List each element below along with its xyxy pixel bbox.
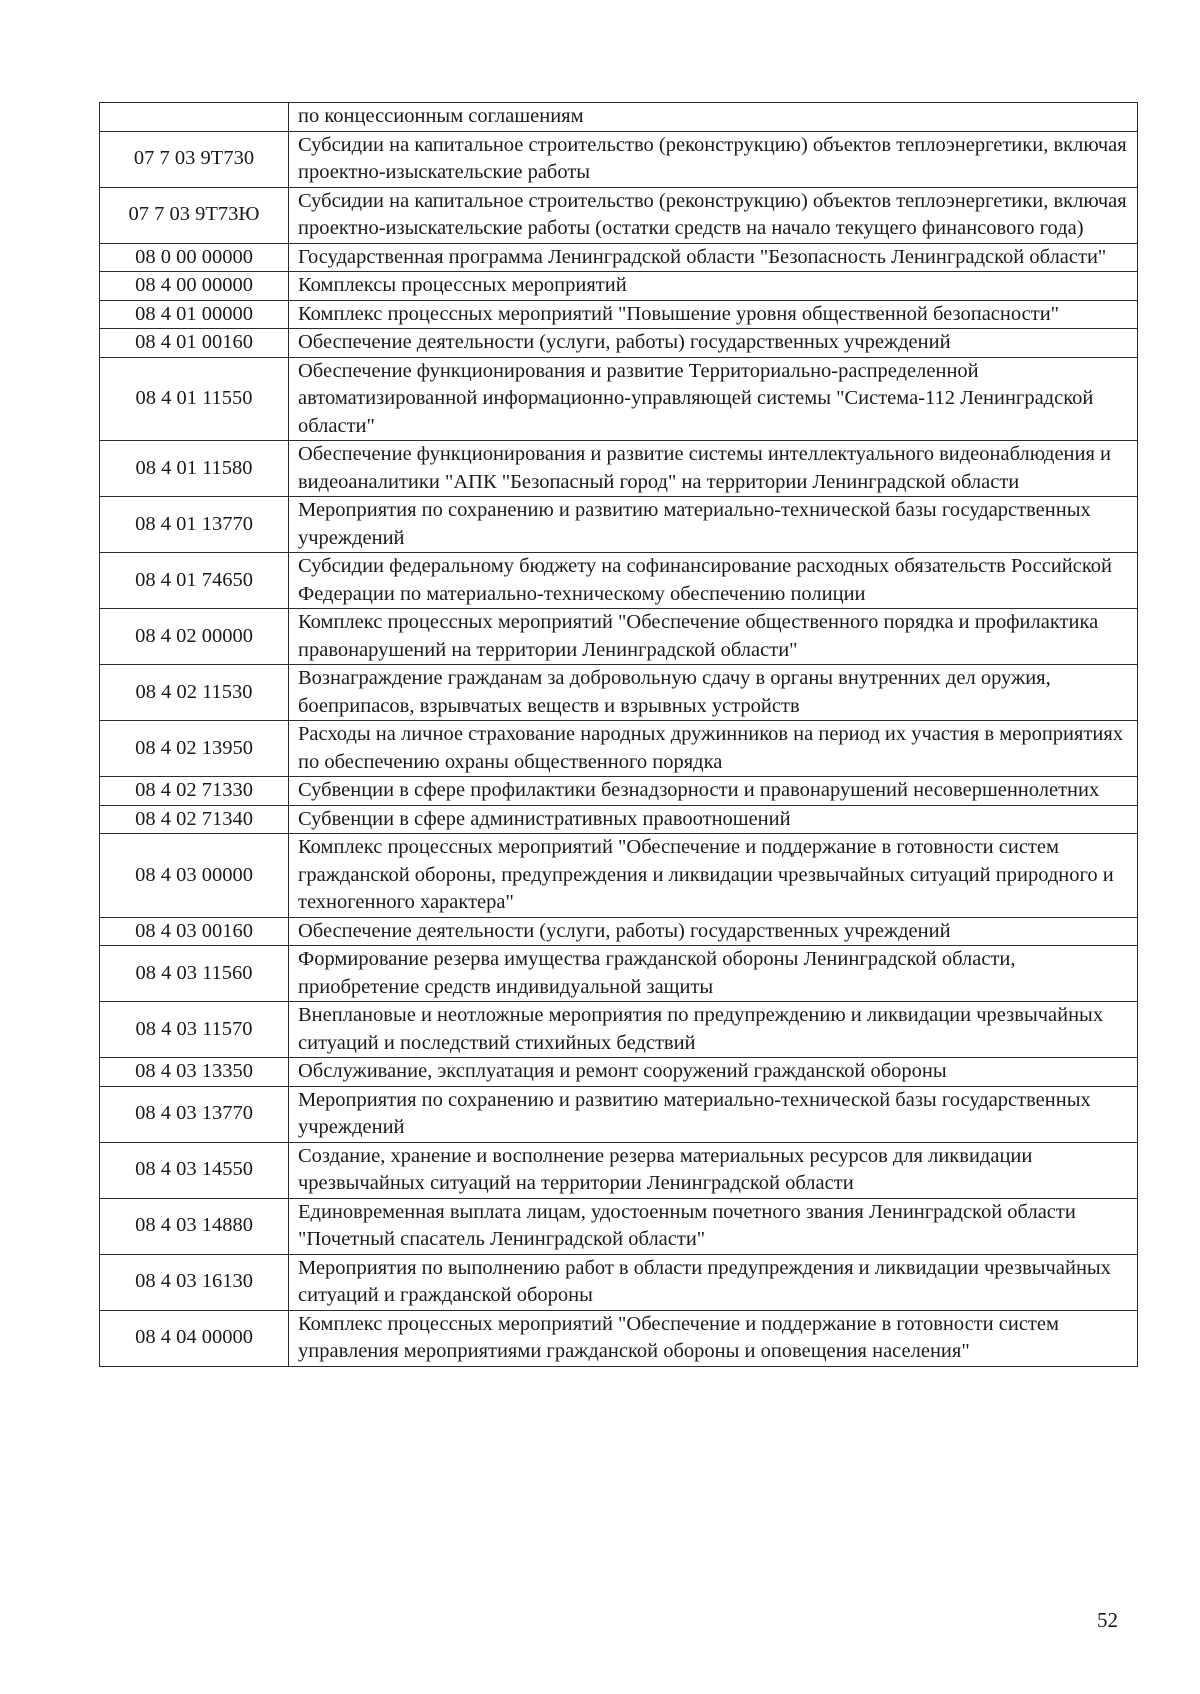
table-row [100,553,1138,609]
table-row [100,917,1138,946]
table-row [100,497,1138,553]
budget-code-cell: 08 4 03 16130 [100,1254,289,1310]
table-row [100,777,1138,806]
budget-code-cell: 08 4 03 00160 [100,917,289,946]
expense-description-cell: Единовременная выплата лицам, удостоенным почетного звания Ленинградской области "Почетный спасатель Ленинградской области" [289,1198,1138,1254]
expense-description-cell: Государственная программа Ленинградской области "Безопасность Ленинградской области" [289,243,1138,272]
expense-description-cell: Субсидии федеральному бюджету на софинансирование расходных обязательств Российской Федерации по материально-техническому обеспечению полиции [289,553,1138,609]
expense-description-cell: Обслуживание, эксплуатация и ремонт сооружений гражданской обороны [289,1058,1138,1087]
table-row [100,441,1138,497]
table-row [100,1254,1138,1310]
budget-code-cell: 08 4 02 13950 [100,721,289,777]
expense-description-cell: Субсидии на капитальное строительство (реконструкцию) объектов теплоэнергетики, включая проектно-изыскательские работы [289,131,1138,187]
table-row [100,187,1138,243]
expense-description-cell: Субсидии на капитальное строительство (реконструкцию) объектов теплоэнергетики, включая проектно-изыскательские работы (остатки средств на начало текущего финансового года) [289,187,1138,243]
table-body [100,103,1138,1367]
table-row [100,1058,1138,1087]
budget-code-cell: 08 4 01 11550 [100,357,289,441]
page-number: 52 [1097,1608,1118,1632]
budget-code-cell: 08 4 00 00000 [100,272,289,301]
budget-code-cell: 08 4 02 71330 [100,777,289,806]
budget-code-cell: 08 4 03 13770 [100,1086,289,1142]
table-row [100,1086,1138,1142]
budget-code-cell: 08 4 04 00000 [100,1310,289,1366]
budget-code-cell: 08 0 00 00000 [100,243,289,272]
expense-description-cell: по концессионным соглашениям [289,103,1138,132]
budget-code-cell: 08 4 02 71340 [100,805,289,834]
expense-description-cell: Обеспечение функционирования и развитие Территориально-распределенной автоматизированной информационно-управляющей системы "Система-112 Ленинградской области" [289,357,1138,441]
budget-code-cell: 08 4 01 13770 [100,497,289,553]
table-row [100,665,1138,721]
budget-code-cell: 08 4 01 11580 [100,441,289,497]
expense-description-cell: Комплекс процессных мероприятий "Обеспечение и поддержание в готовности систем гражданской обороны, предупреждения и ликвидации чрезвычайных ситуаций природного и техногенного характера" [289,834,1138,918]
budget-classification-table [99,102,1138,1367]
budget-code-cell: 08 4 03 13350 [100,1058,289,1087]
budget-code-cell: 08 4 03 11570 [100,1002,289,1058]
budget-code-cell: 08 4 03 14880 [100,1198,289,1254]
expense-description-cell: Комплекс процессных мероприятий "Обеспечение общественного порядка и профилактика правонарушений на территории Ленинградской области" [289,609,1138,665]
table-row [100,1142,1138,1198]
budget-code-cell: 08 4 02 11530 [100,665,289,721]
expense-description-cell: Внеплановые и неотложные мероприятия по предупреждению и ликвидации чрезвычайных ситуаций и последствий стихийных бедствий [289,1002,1138,1058]
table-row [100,243,1138,272]
table-row [100,103,1138,132]
expense-description-cell: Обеспечение деятельности (услуги, работы) государственных учреждений [289,917,1138,946]
table-row [100,272,1138,301]
table-row [100,131,1138,187]
budget-code-cell: 08 4 03 11560 [100,946,289,1002]
budget-code-cell: 08 4 02 00000 [100,609,289,665]
expense-description-cell: Вознаграждение гражданам за добровольную сдачу в органы внутренних дел оружия, боеприпасов, взрывчатых веществ и взрывных устройств [289,665,1138,721]
budget-code-cell [100,103,289,132]
table-row [100,834,1138,918]
table-row [100,300,1138,329]
budget-code-cell: 08 4 01 00160 [100,329,289,358]
expense-description-cell: Обеспечение деятельности (услуги, работы) государственных учреждений [289,329,1138,358]
expense-description-cell: Комплекс процессных мероприятий "Повышение уровня общественной безопасности" [289,300,1138,329]
budget-code-cell: 08 4 01 00000 [100,300,289,329]
budget-code-cell: 07 7 03 9Т730 [100,131,289,187]
budget-code-cell: 07 7 03 9Т73Ю [100,187,289,243]
table-row [100,1002,1138,1058]
table-row [100,721,1138,777]
table-row [100,1310,1138,1366]
expense-description-cell: Расходы на личное страхование народных дружинников на период их участия в мероприятиях по обеспечению охраны общественного порядка [289,721,1138,777]
table-row [100,609,1138,665]
budget-code-cell: 08 4 03 00000 [100,834,289,918]
table-row [100,329,1138,358]
expense-description-cell: Создание, хранение и восполнение резерва материальных ресурсов для ликвидации чрезвычайных ситуаций на территории Ленинградской области [289,1142,1138,1198]
expense-description-cell: Мероприятия по сохранению и развитию материально-технической базы государственных учреждений [289,497,1138,553]
expense-description-cell: Мероприятия по выполнению работ в области предупреждения и ликвидации чрезвычайных ситуаций и гражданской обороны [289,1254,1138,1310]
budget-code-cell: 08 4 03 14550 [100,1142,289,1198]
budget-code-cell: 08 4 01 74650 [100,553,289,609]
expense-description-cell: Субвенции в сфере профилактики безнадзорности и правонарушений несовершеннолетних [289,777,1138,806]
expense-description-cell: Формирование резерва имущества гражданской обороны Ленинградской области, приобретение средств индивидуальной защиты [289,946,1138,1002]
expense-description-cell: Субвенции в сфере административных правоотношений [289,805,1138,834]
table-row [100,946,1138,1002]
expense-description-cell: Мероприятия по сохранению и развитию материально-технической базы государственных учреждений [289,1086,1138,1142]
table-row [100,357,1138,441]
expense-description-cell: Комплексы процессных мероприятий [289,272,1138,301]
expense-description-cell: Комплекс процессных мероприятий "Обеспечение и поддержание в готовности систем управления мероприятиями гражданской обороны и оповещения населения" [289,1310,1138,1366]
table-row [100,1198,1138,1254]
expense-description-cell: Обеспечение функционирования и развитие системы интеллектуального видеонаблюдения и видеоаналитики "АПК "Безопасный город" на территории Ленинградской области [289,441,1138,497]
table-row [100,805,1138,834]
